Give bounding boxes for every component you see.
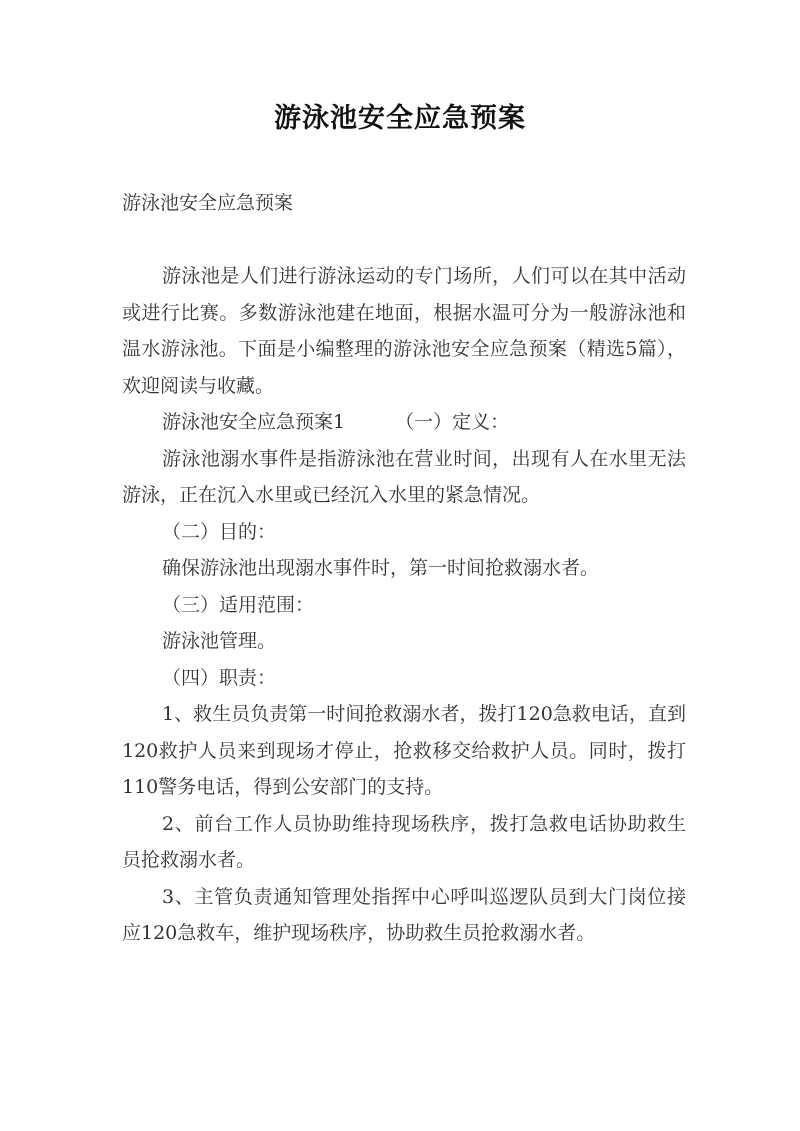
- document-subtitle: 游泳池安全应急预案: [122, 192, 294, 214]
- purpose-heading: （二）目的：: [162, 520, 277, 543]
- intro-paragraph: 游泳池是人们进行游泳运动的专门场所，人们可以在其中活动或进行比赛。多数游泳池建在地面，根据水温可分为一般游泳池和温水游泳池。下面是小编整理的游泳池安全应急预案（精选5篇），欢迎阅读与收藏。: [122, 265, 686, 397]
- scope-heading: （三）适用范围：: [162, 593, 315, 616]
- section-line: [122, 404, 686, 441]
- definition-heading: （一）定义：: [395, 411, 510, 433]
- duty-paragraph-1: 1、救生员负责第一时间抢救溺水者，拨打120急救电话，直到120救护人员来到现场才停止，抢救移交给救护人员。同时，拨打110警务电话，得到公安部门的支持。: [122, 703, 686, 798]
- duty-paragraph-2: 2、前台工作人员协助维持现场秩序，拨打急救电话协助救生员抢救溺水者。: [122, 812, 686, 871]
- scope-paragraph: 游泳池管理。: [162, 630, 277, 652]
- section-title: 游泳池安全应急预案1: [162, 411, 346, 433]
- purpose-paragraph: 确保游泳池出现溺水事件时，第一时间抢救溺水者。: [162, 557, 600, 579]
- document-body: [122, 258, 686, 952]
- duties-heading: （四）职责：: [162, 666, 277, 689]
- duty-paragraph-3: 3、主管负责通知管理处指挥中心呼叫巡逻队员到大门岗位接应120急救车，维护现场秩序，协助救生员抢救溺水者。: [122, 885, 686, 944]
- document-title: 游泳池安全应急预案: [274, 103, 526, 134]
- definition-paragraph: 游泳池溺水事件是指游泳池在营业时间，出现有人在水里无法游泳，正在沉入水里或已经沉入水里的紧急情况。: [122, 447, 686, 506]
